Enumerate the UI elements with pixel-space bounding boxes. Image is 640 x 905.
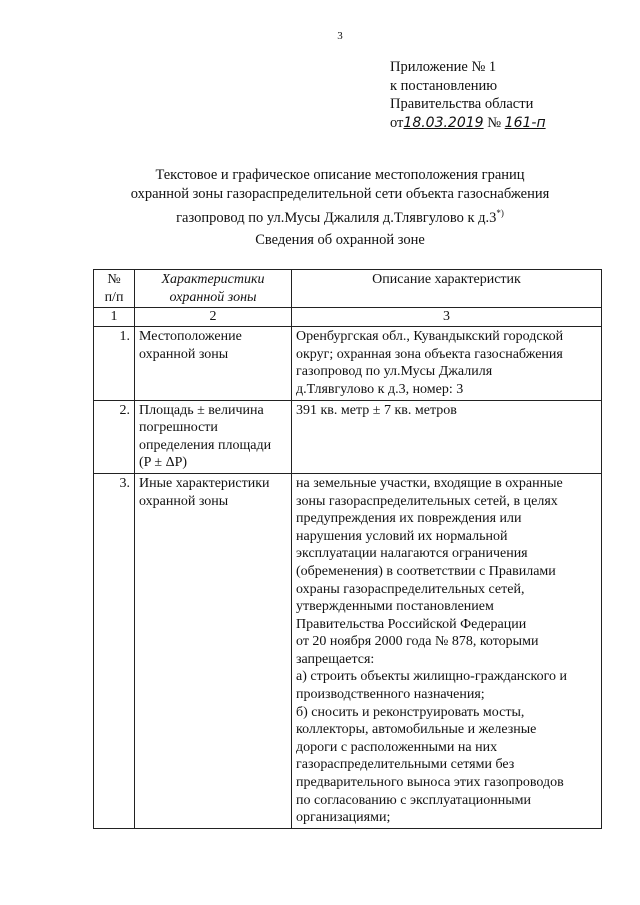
header-number — [94, 270, 135, 308]
text-line: Площадь ± величина — [139, 402, 264, 418]
footnote-mark: *) — [496, 208, 504, 218]
document-title — [70, 166, 610, 228]
text-line: запрещается: — [296, 651, 375, 667]
page-number: 3 — [337, 30, 343, 42]
text-line: определения площади — [139, 437, 272, 453]
title-line-3-text: газопровод по ул.Мусы Джалиля д.Тлявгулово к д.3 — [176, 209, 497, 226]
appendix-line-1: Приложение № 1 — [390, 59, 497, 75]
text-line: дороги с расположенными на них — [296, 739, 498, 755]
title-line-1: Текстовое и графическое описание местоположения границ — [155, 167, 525, 183]
row-number: 3. — [94, 473, 135, 828]
text-line: газораспределительными сетями без — [296, 757, 515, 773]
text-line: б) сносить и реконструировать мосты, — [296, 704, 525, 720]
table-header-row — [94, 270, 602, 308]
text-line: 391 кв. метр ± 7 кв. метров — [296, 402, 457, 418]
text-line: погрешности — [139, 420, 218, 436]
table-row — [94, 400, 602, 473]
date-prefix: от — [390, 114, 404, 131]
header-number-line-2: п/п — [104, 289, 124, 305]
row-characteristic — [135, 473, 292, 828]
text-line: охранной зоны — [139, 493, 229, 509]
column-number-row — [94, 308, 602, 327]
text-line: эксплуатации налагаются ограничения — [296, 546, 528, 562]
text-line: по согласованию с эксплуатационными — [296, 792, 531, 808]
text-line: на земельные участки, входящие в охранные — [296, 475, 563, 491]
text-line: Иные характеристики — [139, 475, 270, 491]
appendix-line-3: Правительства области — [390, 96, 534, 112]
protection-zone-table — [93, 269, 602, 829]
text-line: газопровод по ул.Мусы Джалиля — [296, 364, 493, 380]
column-number-3: 3 — [292, 308, 602, 327]
table-row — [94, 327, 602, 400]
text-line: а) строить объекты жилищно-гражданского и — [296, 669, 567, 685]
header-characteristic-line-1: Характеристики — [161, 272, 265, 287]
text-line: предупреждения их повреждения или — [296, 511, 522, 527]
header-characteristic-line-2: охранной зоны — [169, 289, 257, 305]
title-line-3 — [70, 204, 610, 228]
row-number: 2. — [94, 400, 135, 473]
header-description: Описание характеристик — [292, 270, 602, 308]
text-line: (обременения) в соответствии с Правилами — [296, 563, 556, 579]
text-line: Местоположение — [139, 329, 242, 345]
row-characteristic — [135, 327, 292, 400]
text-line: нарушения условий их нормальной — [296, 528, 508, 544]
number-prefix: № — [487, 114, 502, 131]
column-number-1: 1 — [94, 308, 135, 327]
text-line: утвержденными постановлением — [296, 599, 494, 615]
text-line: округ; охранная зона объекта газоснабжения — [296, 346, 563, 362]
text-line: коллекторы, автомобильные и железные — [296, 722, 537, 738]
text-line: (P ± ΔP) — [139, 455, 188, 471]
text-line: от 20 ноября 2000 года № 878, которыми — [296, 634, 539, 650]
text-line: охраны газораспределительных сетей, — [296, 581, 525, 597]
row-description — [292, 327, 602, 400]
header-characteristic — [135, 270, 292, 308]
table-row — [94, 473, 602, 828]
text-line: организациями; — [296, 810, 391, 826]
column-number-2: 2 — [135, 308, 292, 327]
text-line: д.Тлявгулово к д.3, номер: 3 — [296, 381, 464, 397]
text-line: Оренбургская обл., Кувандыкский городской — [296, 329, 564, 345]
title-line-2: охранной зоны газораспределительной сети объекта газоснабжения — [130, 186, 550, 202]
appendix-date-line — [390, 114, 546, 133]
appendix-line-2: к постановлению — [390, 77, 498, 94]
section-subtitle: Сведения об охранной зоне — [255, 232, 425, 248]
text-line: зоны газораспределительных сетей, в целях — [296, 493, 558, 509]
row-description — [292, 473, 602, 828]
text-line: предварительного выноса этих газопроводов — [296, 775, 564, 791]
row-number: 1. — [94, 327, 135, 400]
text-line: охранной зоны — [139, 346, 229, 362]
handwritten-number: 161-п — [504, 114, 546, 131]
text-line: производственного назначения; — [296, 687, 485, 703]
text-line: Правительства Российской Федерации — [296, 616, 527, 632]
appendix-block — [390, 58, 546, 132]
header-number-line-1: № — [107, 272, 121, 287]
handwritten-date: 18.03.2019 — [403, 114, 484, 131]
row-description — [292, 400, 602, 473]
row-characteristic — [135, 400, 292, 473]
